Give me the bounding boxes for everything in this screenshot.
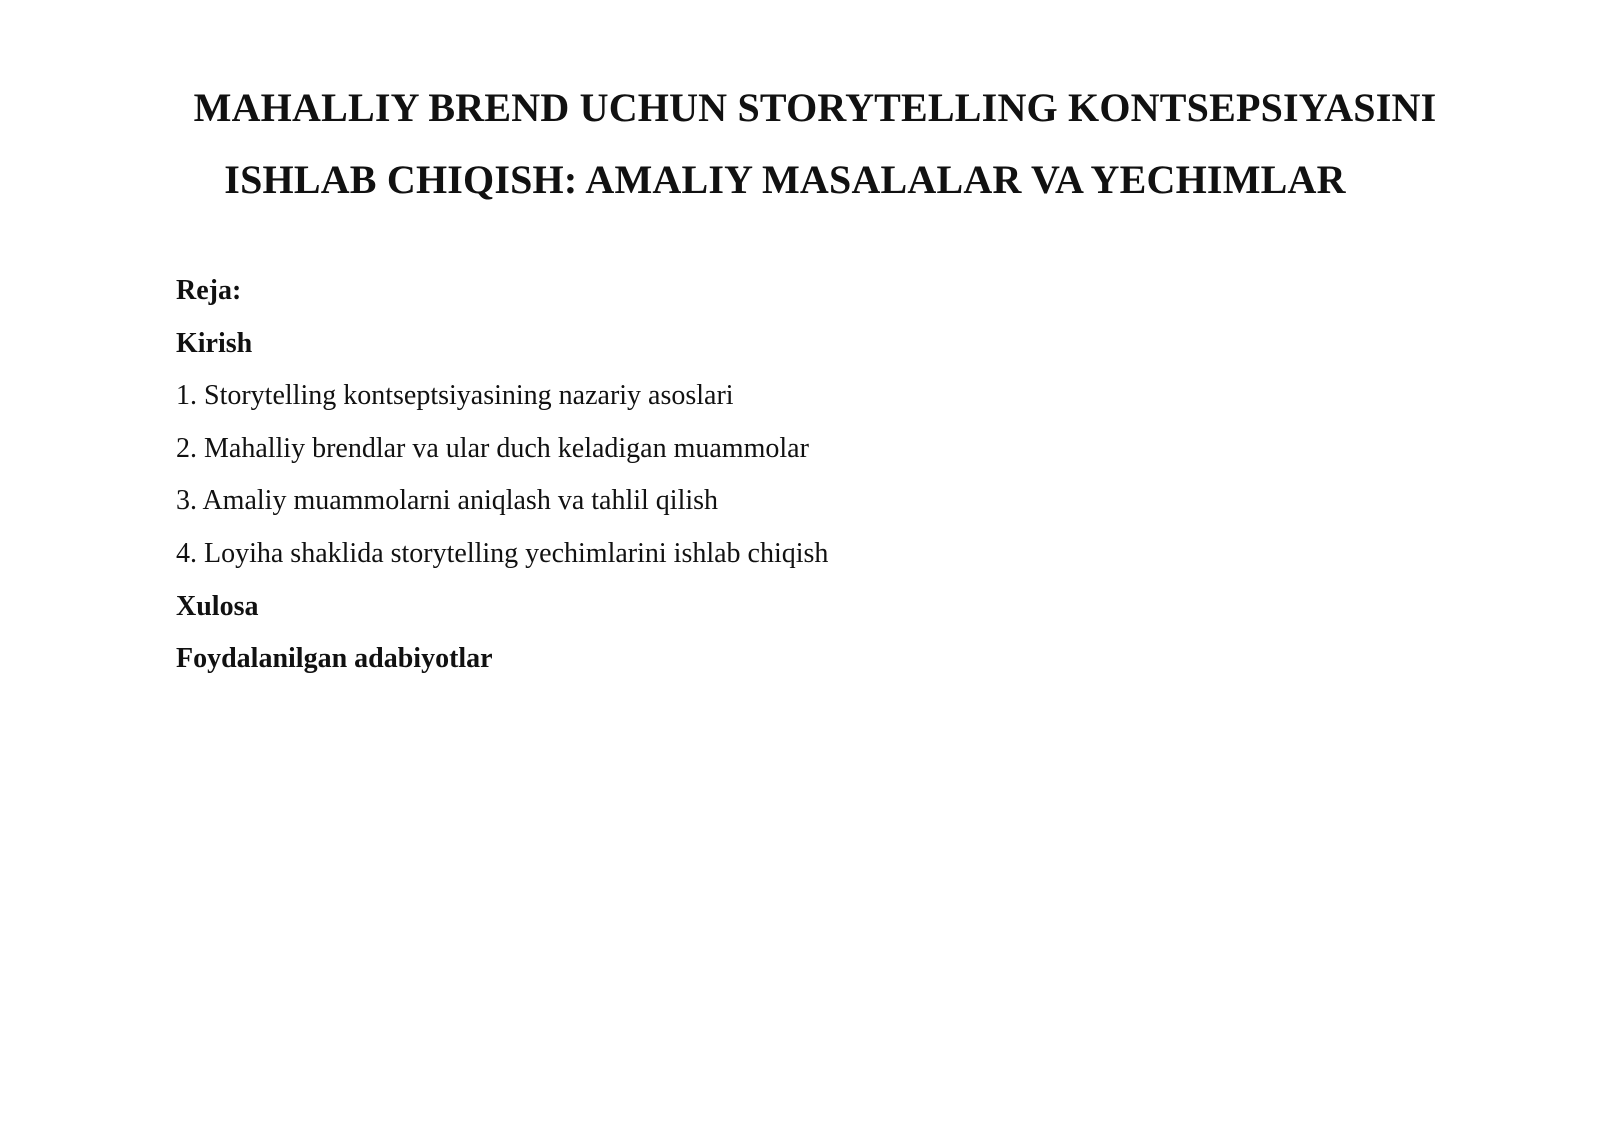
plan-item-references: Foydalanilgan adabiyotlar (176, 643, 493, 675)
title-line-1: MAHALLIY BREND UCHUN STORYTELLING KONTSEPSIYASINI (193, 85, 1437, 130)
document-title (150, 72, 1480, 216)
title-line-2: ISHLAB CHIQISH: AMALIY MASALALAR VA YECHIMLAR (224, 157, 1346, 202)
plan-item-conclusion: Xulosa (176, 590, 259, 622)
plan-heading: Reja: (176, 275, 242, 306)
plan-item-intro: Kirish (176, 327, 253, 359)
plan-list (176, 265, 1176, 686)
plan-item: 2. Mahalliy brendlar va ular duch keladigan muammolar (176, 432, 809, 464)
plan-item: 1. Storytelling kontseptsiyasining nazariy asoslari (176, 380, 734, 412)
plan-item: 3. Amaliy muammolarni aniqlash va tahlil qilish (176, 485, 719, 517)
plan-item: 4. Loyiha shaklida storytelling yechimlarini ishlab chiqish (176, 537, 829, 569)
